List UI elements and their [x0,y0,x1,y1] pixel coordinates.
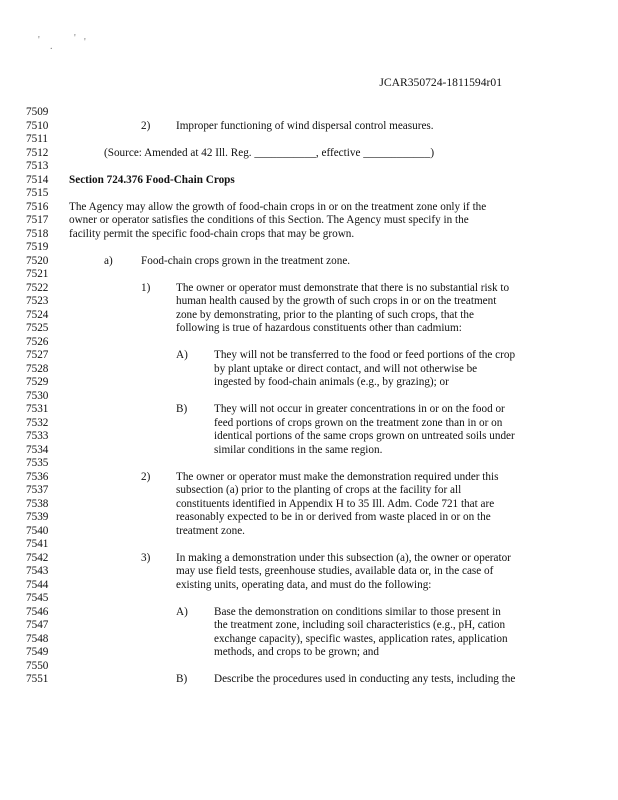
line-number: 7527 [26,349,49,361]
source-note: (Source: Amended at 42 Ill. Reg. ___________, effective ____________) [104,146,435,159]
line-number: 7551 [26,673,49,685]
scan-speck: ' [38,35,40,46]
line-text: exchange capacity), specific wastes, application rates, application [214,632,508,645]
scan-speck: . [50,41,53,52]
scan-speck: ' [74,33,76,44]
line-number: 7535 [26,457,49,469]
line-number: 7548 [26,632,49,645]
line-text: constituents identified in Appendix H to 35 Ill. Adm. Code 721 that are [176,497,495,510]
line-text: Food-chain crops grown in the treatment zone. [141,254,351,267]
line-number: 7528 [26,362,49,375]
document-id: JCAR350724-1811594r01 [379,76,502,89]
item-label: A) [176,349,188,361]
line-number: 7549 [26,646,49,658]
line-number: 7543 [26,565,49,577]
line-text: may use field tests, greenhouse studies, available data or, in the case of [176,565,494,577]
line-number: 7550 [26,659,49,672]
line-number: 7532 [26,416,49,429]
line-text: following is true of hazardous constituents other than cadmium: [176,322,462,334]
line-number: 7522 [26,281,49,294]
line-number: 7510 [26,119,49,132]
line-number: 7540 [26,524,49,537]
line-number: 7538 [26,497,49,510]
scan-speck: ' [84,37,86,48]
section-heading: Section 724.376 Food-Chain Crops [69,173,235,186]
line-number: 7517 [26,214,49,226]
line-number: 7518 [26,227,49,240]
line-number: 7513 [26,160,49,172]
line-text: existing units, operating data, and must do the following: [176,578,432,591]
line-number: 7542 [26,551,49,564]
line-number: 7546 [26,605,49,618]
line-number: 7545 [26,592,49,604]
item-label: 3) [141,551,151,564]
line-number: 7544 [26,578,49,591]
line-text: The Agency may allow the growth of food-chain crops in or on the treatment zone only if the [69,200,487,213]
line-number: 7534 [26,443,49,456]
line-number: 7526 [26,335,49,348]
item-label: A) [176,605,188,618]
line-text: facility permit the specific food-chain crops that may be grown. [69,227,355,240]
line-number: 7523 [26,295,49,307]
line-text: In making a demonstration under this subsection (a), the owner or operator [176,551,511,564]
line-text: by plant uptake or direct contact, and will not otherwise be [214,362,478,375]
line-text: The owner or operator must make the demonstration required under this [176,470,499,483]
line-number: 7514 [26,173,49,186]
line-text: Base the demonstration on conditions similar to those present in [214,605,501,618]
item-label: B) [176,673,188,685]
line-number: 7541 [26,538,49,550]
line-text: reasonably expected to be in or derived from waste placed in or on the [176,511,491,523]
line-number: 7521 [26,268,49,280]
line-number: 7519 [26,241,49,253]
line-number: 7515 [26,187,49,199]
line-number: 7531 [26,403,49,415]
line-number: 7509 [26,106,49,118]
line-text: owner or operator satisfies the conditions of this Section. The Agency must specify in the [69,214,469,226]
line-text: methods, and crops to be grown; and [214,646,379,658]
line-text: similar conditions in the same region. [214,443,383,456]
line-text: The owner or operator must demonstrate that there is no substantial risk to [176,281,510,294]
item-label: 1) [141,281,151,294]
line-number: 7536 [26,470,49,483]
line-text: the treatment zone, including soil characteristics (e.g., pH, cation [214,619,506,631]
line-text: treatment zone. [176,524,245,537]
line-number: 7516 [26,200,49,213]
line-number: 7520 [26,254,49,267]
item-label: B) [176,403,188,415]
line-text: subsection (a) prior to the planting of crops at the facility for all [176,484,462,496]
line-number: 7533 [26,430,49,442]
line-number: 7530 [26,389,49,402]
line-number: 7512 [26,146,49,159]
line-number: 7511 [26,133,48,145]
line-text: identical portions of the same crops grown on untreated soils under [214,430,515,442]
line-number: 7547 [26,619,49,631]
line-text: ingested by food-chain animals (e.g., by grazing); or [214,376,449,388]
line-text: Describe the procedures used in conducting any tests, including the [214,673,516,685]
line-text: They will not occur in greater concentrations in or on the food or [214,403,505,415]
line-number: 7539 [26,511,49,523]
line-number: 7525 [26,322,49,334]
line-number: 7524 [26,308,49,321]
line-text: Improper functioning of wind dispersal control measures. [176,119,434,132]
item-label: a) [104,254,113,267]
line-number: 7537 [26,484,49,496]
line-text: They will not be transferred to the food or feed portions of the crop [214,349,516,361]
line-text: zone by demonstrating, prior to the planting of such crops, that the [176,308,474,321]
line-number: 7529 [26,376,49,388]
line-text: feed portions of crops grown on the treatment zone than in or on [214,416,503,429]
line-text: human health caused by the growth of such crops in or on the treatment [176,295,497,307]
item-label: 2) [141,119,151,132]
item-label: 2) [141,470,151,483]
